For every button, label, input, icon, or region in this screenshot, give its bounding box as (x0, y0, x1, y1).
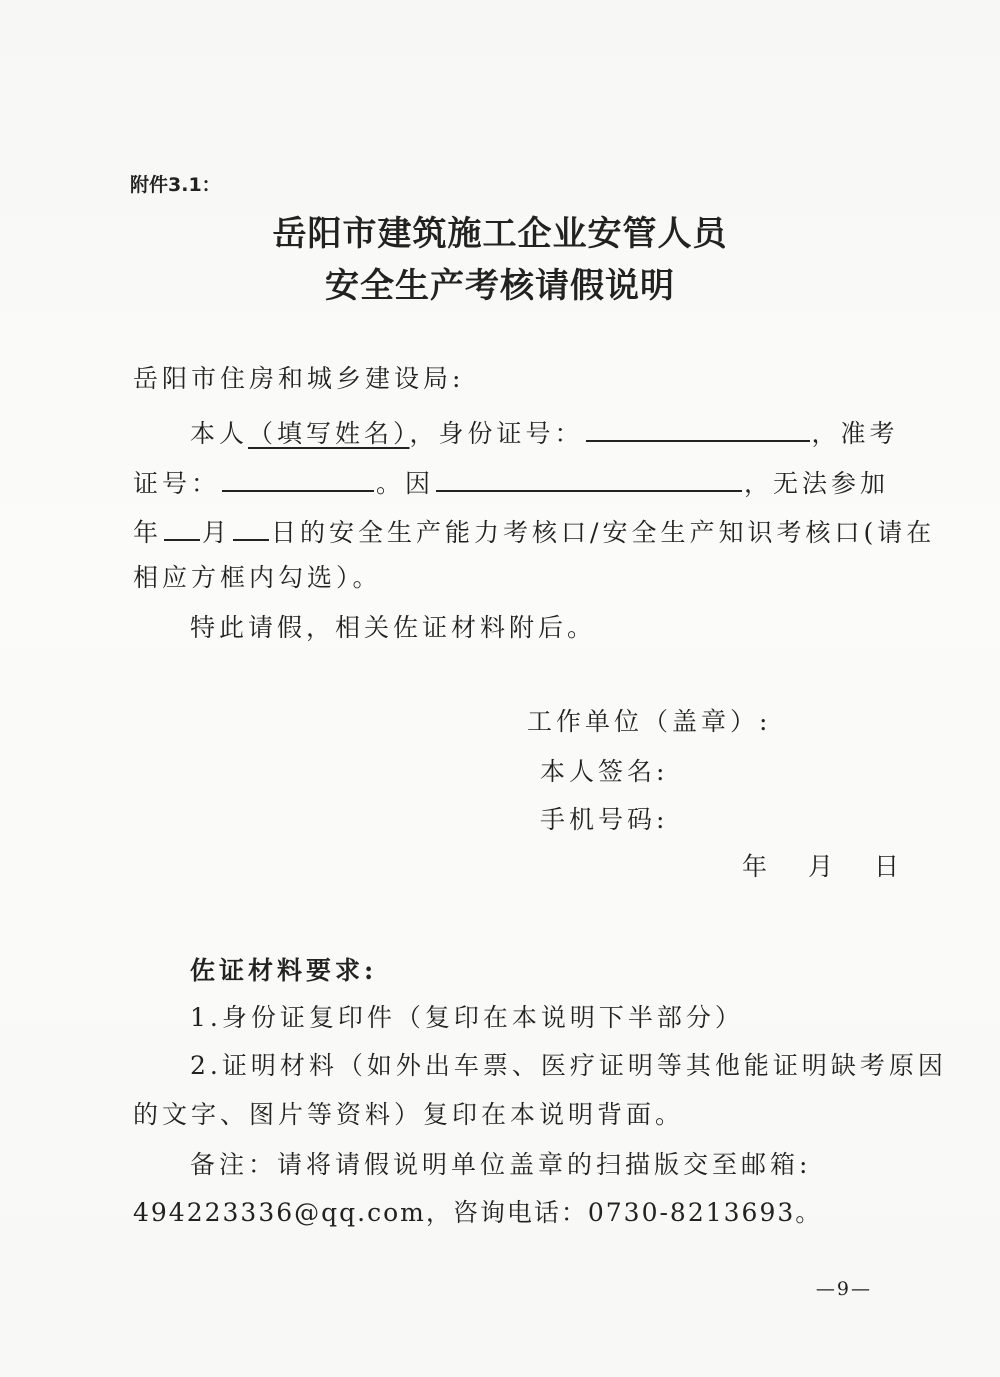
text-segment: ，准考 (811, 419, 899, 448)
signature-name: 本人签名: (540, 757, 669, 786)
paragraph-line-3 (133, 513, 935, 545)
reason-blank[interactable] (436, 464, 742, 492)
page-number: —9— (815, 1278, 872, 1300)
text-segment: ，身份证号： (409, 419, 584, 448)
id-number-blank[interactable] (586, 414, 810, 442)
text-segment: 。因 (376, 469, 435, 498)
signature-phone: 手机号码: (540, 805, 669, 834)
text-segment: 证号： (133, 469, 221, 498)
requirements-heading: 佐证材料要求: (190, 956, 378, 985)
note-line-2: 494223336@qq.com，咨询电话：0730-8213693。 (133, 1198, 823, 1227)
text-segment: ，无法参加 (744, 469, 890, 498)
attachment-label: 附件3.1： (130, 174, 221, 196)
text-segment: 日的安全生产能力考核口/安全生产知识考核口(请在 (271, 518, 936, 547)
signature-date: 年 月 日 (742, 852, 908, 881)
month-blank[interactable] (164, 513, 200, 541)
text-segment: 月 (202, 518, 232, 547)
text-segment: 本人 (190, 419, 249, 448)
note-line-1: 备注：请将请假说明单位盖章的扫描版交至邮箱: (190, 1150, 812, 1179)
paragraph-line-1 (190, 414, 899, 446)
paragraph-line-4: 相应方框内勾选）。 (133, 563, 382, 592)
signature-unit: 工作单位（盖章）: (527, 707, 772, 736)
addressee: 岳阳市住房和城乡建设局: (133, 364, 465, 393)
title-line-1: 岳阳市建筑施工企业安管人员 (272, 214, 728, 254)
requirement-item-2-line-2: 的文字、图片等资料）复印在本说明背面。 (133, 1100, 685, 1129)
name-hint: （填写姓名） (248, 419, 410, 448)
requirement-item-1: 1.身份证复印件（复印在本说明下半部分） (190, 1003, 744, 1032)
closing-line: 特此请假，相关佐证材料附后。 (190, 613, 597, 642)
title-line-2: 安全生产考核请假说明 (325, 266, 675, 306)
paragraph-line-2 (133, 464, 889, 496)
text-segment: 年 (133, 518, 163, 547)
day-blank[interactable] (233, 513, 269, 541)
requirement-item-2-line-1: 2.证明材料（如外出车票、医疗证明等其他能证明缺考原因 (190, 1051, 947, 1080)
exam-number-blank[interactable] (222, 464, 374, 492)
